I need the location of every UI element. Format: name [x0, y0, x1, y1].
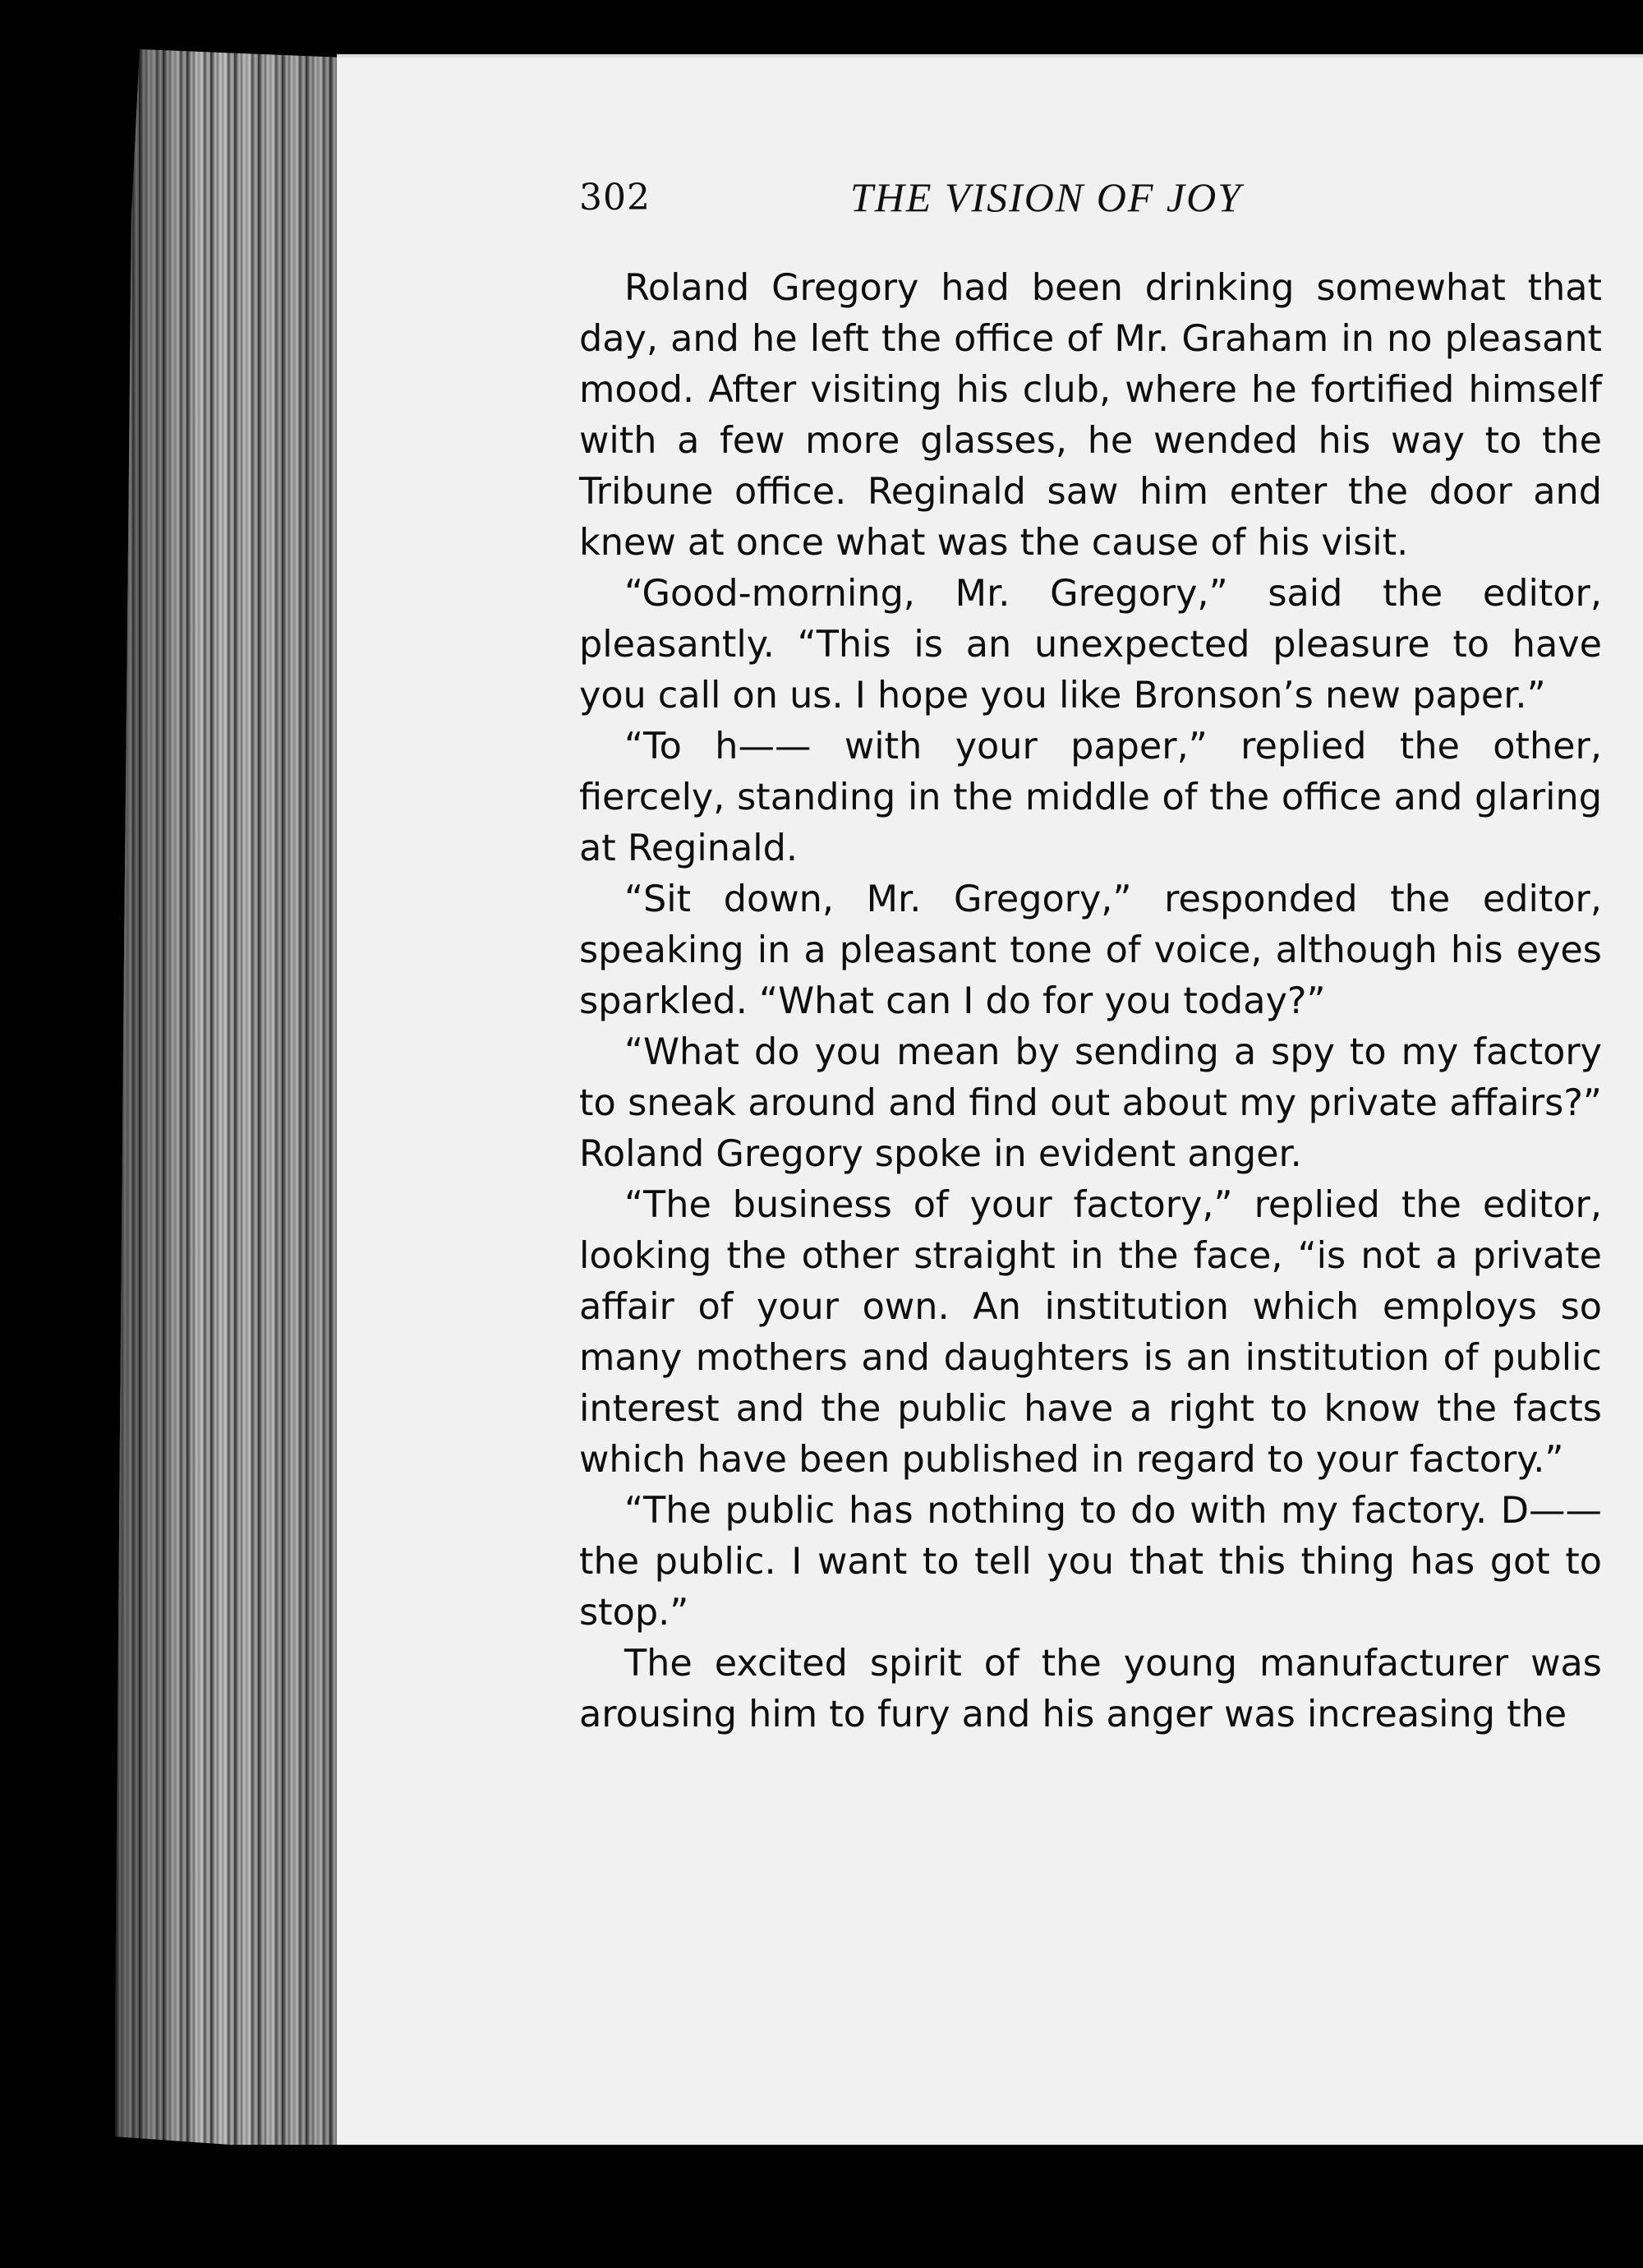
- page-edges-shadow: [115, 49, 345, 2145]
- running-head: [579, 174, 1602, 242]
- paragraph: “To h—— with your paper,” replied the other, fiercely, standing in the middle of the office and glaring at Reginald.: [579, 726, 1602, 869]
- page-number: 302: [579, 177, 651, 219]
- paragraph: “Good-morning, Mr. Gregory,” said the editor, pleasantly. “This is an unexpected pleasure to have you call on us. I hope you like Bronson’s new paper.”: [579, 573, 1602, 717]
- book-page: [337, 54, 1643, 2161]
- paragraph: The excited spirit of the young manufacturer was arousing him to fury and his anger was increasing the: [579, 1643, 1602, 1736]
- paragraph: “What do you mean by sending a spy to my factory to sneak around and find out about my private affairs?” Roland Gregory spoke in evident anger.: [579, 1031, 1602, 1175]
- paragraph: Roland Gregory had been drinking somewhat that day, and he left the office of Mr. Graham in no pleasant mood. After visiting his club, where he fortified himself with a few more glasses, he wended his way to the Tribune office. Reginald saw him enter the door and knew at once what was the cause of his visit.: [579, 267, 1602, 564]
- body-text: [579, 263, 1602, 1740]
- bottom-shadow: [337, 2145, 1643, 2268]
- paragraph: “Sit down, Mr. Gregory,” responded the editor, speaking in a pleasant tone of voice, although his eyes sparkled. “What can I do for you today?”: [579, 878, 1602, 1022]
- paragraph: “The public has nothing to do with my factory. D—— the public. I want to tell you that this thing has got to stop.”: [579, 1490, 1602, 1634]
- paragraph: “The business of your factory,” replied the editor, looking the other straight in the face, “is not a private affair of your own. An institution which employs so many mothers and daughters is an institution of public interest and the public have a right to know the facts which have been published in regard to your factory.”: [579, 1184, 1602, 1481]
- running-title: THE VISION OF JOY: [850, 174, 1243, 220]
